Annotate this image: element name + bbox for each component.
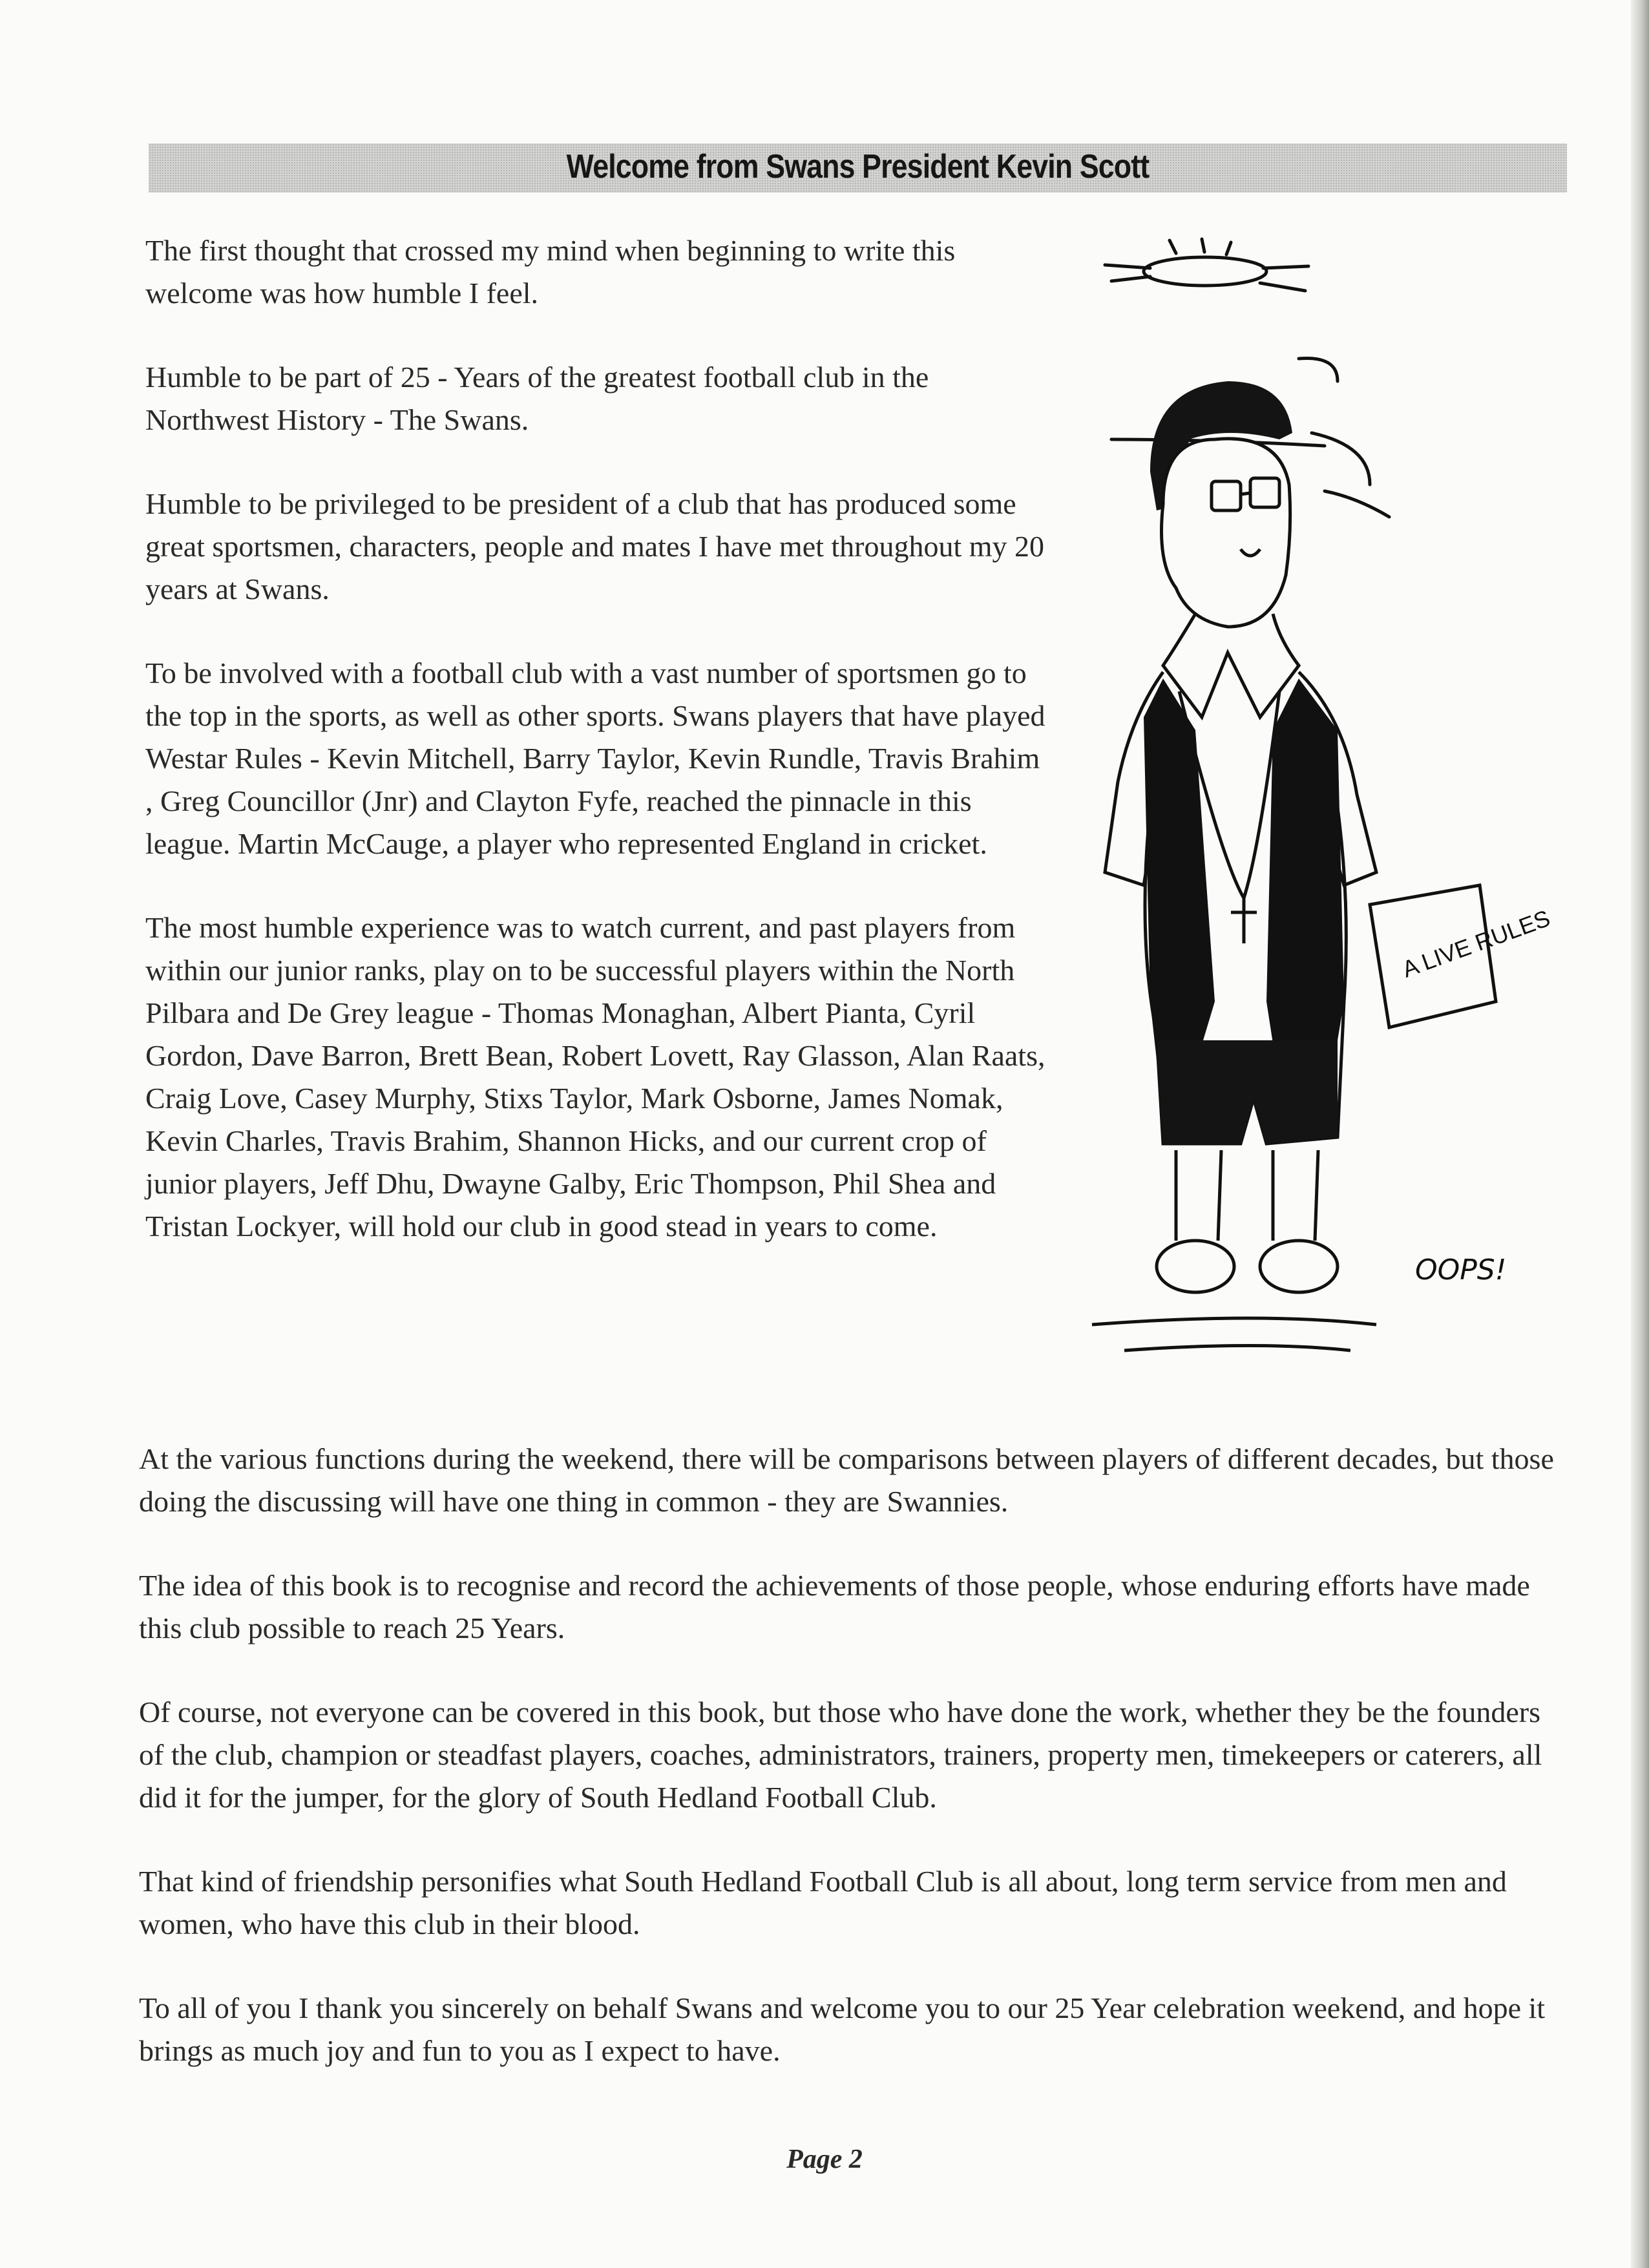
halo-icon xyxy=(1144,257,1266,286)
paragraph: The first thought that crossed my mind when beginning to write this welcome was how humble I feel. xyxy=(145,234,956,310)
book-label: A LIVE RULES xyxy=(1398,904,1554,983)
paragraph: To be involved with a football club with a vast number of sportsmen go to the top in the sports, as well as other sports. Swans players that have played Westar Rules - Kevin Mitchell, Barry Taylor, Kevin Rundle, Travis Brahim , Greg Councillor (Jnr) and Clayton Fyfe, reached the pinnacle in this league. Martin McCauge, a player who represented England in cricket. xyxy=(145,656,1045,860)
paragraph: Of course, not everyone can be covered in this book, but those who have done the work, whether they be the founders of the club, champion or steadfast players, coaches, administrators, trainers, property men, timekeepers or caterers, all did it for the jumper, for the glory of South Hedland Football Club. xyxy=(139,1696,1542,1814)
intro-column xyxy=(145,229,1047,1289)
oops-caption: OOPS! xyxy=(1415,1254,1507,1286)
page-title: Welcome from Swans President Kevin Scott xyxy=(566,148,1150,185)
paragraph: Humble to be part of 25 - Years of the greatest football club in the Northwest History - The Swans. xyxy=(145,361,929,436)
paragraph: To all of you I thank you sincerely on behalf Swans and welcome you to our 25 Year celebration weekend, and hope it brings as much joy and fun to you as I expect to have. xyxy=(139,1991,1546,2067)
paragraph: Humble to be privileged to be president of a club that has produced some great sportsmen, characters, people and mates I have met throughout my 20 years at Swans. xyxy=(145,487,1045,605)
page-number: Page 2 xyxy=(786,2145,863,2174)
rule-book-icon xyxy=(1370,885,1553,1027)
paragraph: The idea of this book is to recognise and record the achievements of those people, whose enduring efforts have made this club possible to reach 25 Years. xyxy=(139,1569,1530,1644)
president-cartoon-illustration xyxy=(1066,226,1554,1376)
paragraph: At the various functions during the weekend, there will be comparisons between players of different decades, but those doing the discussing will have one thing in common - they are Swannies. xyxy=(139,1442,1554,1518)
main-column xyxy=(139,1438,1560,2114)
paragraph: That kind of friendship personifies what South Hedland Football Club is all about, long term service from men and women, who have this club in their blood. xyxy=(139,1865,1507,1940)
page-edge-shadow xyxy=(1631,0,1649,2268)
header-banner xyxy=(149,143,1567,193)
paragraph: The most humble experience was to watch current, and past players from within our junior ranks, play on to be successful players within the North Pilbara and De Grey league - Thomas Monaghan, Albert Pianta, Cyril Gordon, Dave Barron, Brett Bean, Robert Lovett, Ray Glasson, Alan Raats, Craig Love, Casey Murphy, Stixs Taylor, Mark Osborne, James Nomak, Kevin Charles, Travis Brahim, Shannon Hicks, and our current crop of junior players, Jeff Dhu, Dwayne Galby, Eric Thompson, Phil Shea and Tristan Lockyer, will hold our club in good stead in years to come. xyxy=(145,911,1045,1243)
